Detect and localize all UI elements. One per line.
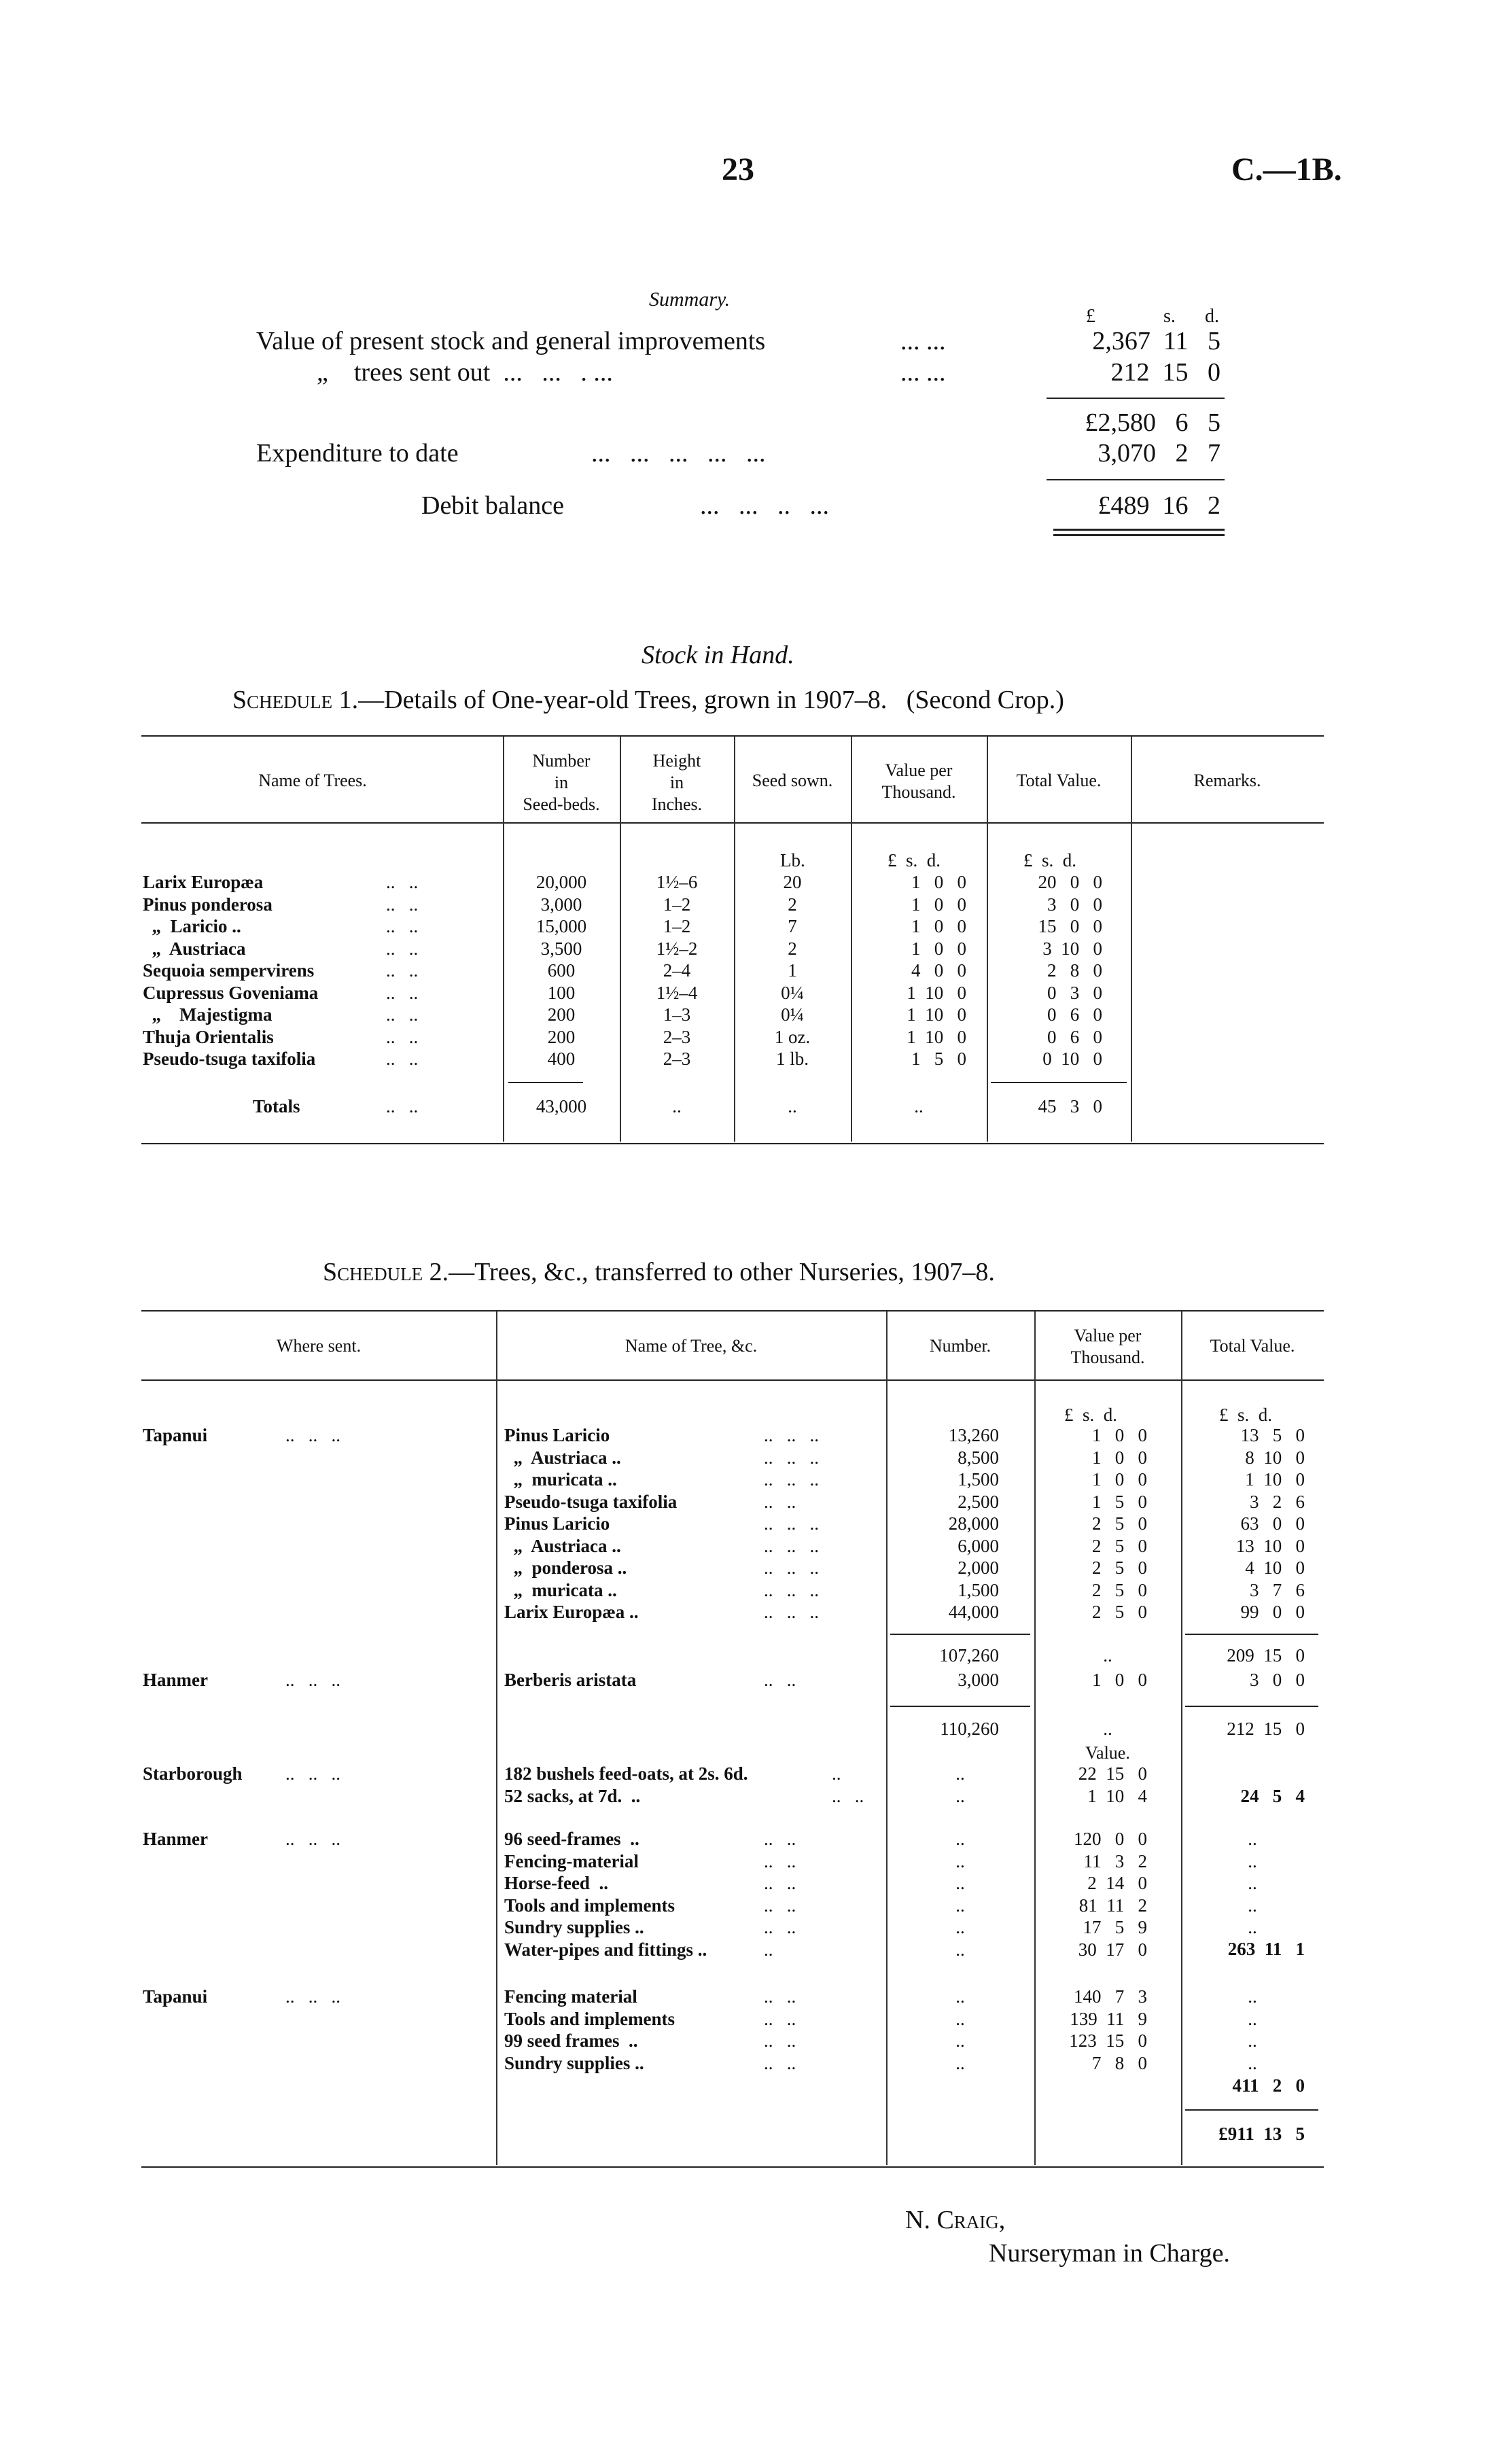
summary-row-label: Expenditure to date <box>256 439 459 468</box>
where-dots: .. .. .. <box>285 1986 340 2007</box>
berberis-value-per: 1 0 0 <box>1092 1670 1147 1690</box>
summary-row-dots: ... ... ... ... ... <box>591 439 766 468</box>
summary-row-amount: 2,367 11 5 <box>1092 327 1220 355</box>
column-divider <box>496 1312 497 2165</box>
summary-row-label: „ trees sent out ... ... . ... <box>317 358 613 387</box>
totals-label: Totals <box>253 1096 300 1116</box>
summary-unit-shillings: s. <box>1163 306 1176 327</box>
subtotal-rule <box>890 1634 1030 1635</box>
where-hanmer: Hanmer <box>143 1829 208 1849</box>
header-remarks: Remarks. <box>1193 771 1261 790</box>
schedule2-label: Schedule 2. <box>323 1258 449 1286</box>
subtotal2-total: 212 15 0 <box>1227 1719 1305 1739</box>
berberis-total: 3 0 0 <box>1250 1670 1305 1690</box>
hanmer-total: 263 11 1 <box>1227 1939 1305 1959</box>
hanmer-total-dots: .. .. .. .. .. <box>1248 1829 1257 1937</box>
height-column: 1½–6 1–2 1–2 1½–2 2–4 1½–4 1–3 2–3 2–3 <box>656 872 698 1069</box>
stock-title: Stock in Hand. <box>642 641 794 669</box>
subtotal-rule <box>890 1706 1030 1707</box>
table-rule <box>141 2166 1324 2168</box>
subtotal1-value-per: .. <box>1103 1645 1112 1666</box>
summary-title: Summary. <box>649 288 731 311</box>
report-code: C.—1B. <box>1231 152 1342 188</box>
table-rule <box>141 1379 1324 1381</box>
signature-role: Nurseryman in Charge. <box>989 2239 1230 2268</box>
tree-names-column: Larix Europæa Pinus ponderosa „ Laricio .. „ Austriaca Sequoia sempervirens Cupressus Goveniama „ Majestigma Thuja Orientalis Pseudo-tsuga taxifolia <box>143 872 319 1069</box>
subtotal-rule <box>1185 1706 1318 1707</box>
totals-value-per: .. <box>914 1096 924 1116</box>
schedule2-caption <box>323 1257 995 1287</box>
unit-seed-lb: Lb. <box>780 850 805 870</box>
header-name-of-trees: Name of Trees. <box>258 771 367 790</box>
tapanui-total: 411 2 0 <box>1232 2075 1305 2096</box>
starborough-dots: .. .. .. <box>832 1763 864 1806</box>
unit-total: £ s. d. <box>1023 850 1077 870</box>
header-where-sent: Where sent. <box>276 1336 362 1356</box>
unit-value-per: £ s. d. <box>888 850 941 870</box>
table-rule <box>141 1143 1324 1144</box>
tree-dots-column: .. .. .. .. .. .. .. .. .. .. .. .. .. .. .. .. .. .. <box>386 872 419 1069</box>
tapanui-total-dots: .. .. .. .. <box>1248 1986 1257 2073</box>
where-tapanui: Tapanui <box>143 1425 208 1445</box>
block1-dots: .. .. .. .. .. .. .. .. .. .. .. .. .. .. .. .. .. .. .. .. .. .. .. .. .. .. <box>764 1425 819 1622</box>
tapanui-dots: .. .. .. .. .. .. .. .. <box>764 1986 796 2073</box>
schedule1-label: Schedule 1. <box>232 686 359 714</box>
where-dots: .. .. .. <box>285 1670 340 1690</box>
header-total-value: Total Value. <box>1016 771 1102 790</box>
starborough-total: 24 5 4 <box>1240 1786 1305 1806</box>
subtotal1-number: 107,260 <box>939 1645 999 1666</box>
berberis-number: 3,000 <box>958 1670 999 1690</box>
hanmer-dots: .. .. .. .. .. .. .. .. .. .. .. <box>764 1829 796 1960</box>
schedule2-caption-text: —Trees, &c., transferred to other Nurseries, 1907–8. <box>449 1258 995 1286</box>
tapanui-items: Fencing material Tools and implements 99 seed frames .. Sundry supplies .. <box>504 1986 675 2073</box>
where-tapanui: Tapanui <box>143 1986 208 2007</box>
subtotal2-value-per: .. <box>1103 1719 1112 1739</box>
page-number: 23 <box>722 152 754 188</box>
totals-rule <box>991 1082 1127 1083</box>
header-value-per-thousand: Value per Thousand. <box>1070 1326 1145 1367</box>
summary-unit-pence: d. <box>1205 306 1219 327</box>
summary-row-amount: 212 15 0 <box>1110 358 1220 387</box>
tapanui-values: 140 7 3 139 11 9 123 15 0 7 8 0 <box>1069 1986 1147 2073</box>
summary-double-rule <box>1053 534 1225 536</box>
hanmer-values: 120 0 0 11 3 2 2 14 0 81 11 2 17 5 9 30 17 0 <box>1074 1829 1147 1960</box>
header-number: Number. <box>929 1336 991 1356</box>
schedule1-caption <box>232 685 1064 715</box>
block1-totals: 13 5 0 8 10 0 1 10 0 3 2 6 63 0 0 13 10 0 4 10 0 3 7 6 99 0 0 <box>1235 1425 1305 1622</box>
header-number-in-seed-beds: Number in Seed-beds. <box>523 751 600 814</box>
table-rule <box>141 735 1324 737</box>
summary-subtotal: £2,580 6 5 <box>1085 408 1220 437</box>
hanmer-items: 96 seed-frames .. Fencing-material Horse-feed .. Tools and implements Sundry supplies .. Water-pipes and fittings .. <box>504 1829 707 1960</box>
totals-number: 43,000 <box>535 1096 587 1116</box>
subtotal1-total: 209 15 0 <box>1227 1645 1305 1666</box>
summary-rule <box>1047 398 1225 399</box>
table-rule <box>141 1310 1324 1312</box>
summary-row-label: Debit balance <box>421 491 564 520</box>
summary-unit-pounds: £ <box>1086 306 1095 327</box>
totals-dots: .. .. <box>386 1096 419 1116</box>
block1-numbers: 13,260 8,500 1,500 2,500 28,000 6,000 2,000 1,500 44,000 <box>948 1425 999 1622</box>
grand-total-rule <box>1185 2109 1318 2111</box>
seed-bed-number-column: 20,000 3,000 15,000 3,500 600 100 200 200 400 <box>535 872 587 1069</box>
signature-name: N. Craig, <box>905 2206 1006 2234</box>
header-total-value: Total Value. <box>1210 1336 1295 1356</box>
summary-row-dots: ... ... <box>900 327 946 355</box>
summary-rule <box>1047 479 1225 480</box>
where-hanmer: Hanmer <box>143 1670 208 1690</box>
starborough-items: 182 bushels feed-oats, at 2s. 6d. 52 sacks, at 7d. .. <box>504 1763 748 1806</box>
table-rule <box>141 822 1324 824</box>
tapanui-numbers: .. .. .. .. <box>955 1986 965 2073</box>
where-starborough: Starborough <box>143 1763 243 1784</box>
starborough-value-label: Value. <box>1085 1743 1130 1763</box>
block1-names: Pinus Laricio „ Austriaca .. „ muricata .. Pseudo-tsuga taxifolia Pinus Laricio „ Austriaca .. „ ponderosa .. „ muricata .. Larix Europæa .. <box>504 1425 678 1622</box>
where-dots: .. .. .. <box>285 1829 340 1849</box>
hanmer-numbers: .. .. .. .. .. .. <box>955 1829 965 1960</box>
totals-height: .. <box>672 1096 682 1116</box>
berberis-dots: .. .. <box>764 1670 796 1690</box>
summary-row-amount: 3,070 2 7 <box>1097 439 1220 468</box>
totals-total-value: 45 3 0 <box>1038 1096 1102 1116</box>
header-seed-sown: Seed sown. <box>752 771 833 790</box>
grand-total: £911 13 5 <box>1218 2124 1305 2144</box>
total-value-column: 20 0 0 3 0 0 15 0 0 3 10 0 2 8 0 0 3 0 0 6 0 0 6 0 0 10 0 <box>1038 872 1102 1069</box>
summary-row-dots: ... ... .. ... <box>700 491 829 520</box>
summary-row-label: Value of present stock and general improvements <box>256 327 766 355</box>
unit-total: £ s. d. <box>1219 1405 1273 1425</box>
header-height-in-inches: Height in Inches. <box>651 751 703 814</box>
subtotal-rule <box>1185 1634 1318 1635</box>
seed-sown-column: 20 2 7 2 1 0¼ 0¼ 1 oz. 1 lb. <box>774 872 811 1069</box>
schedule1-caption-text: —Details of One-year-old Trees, grown in 1907–8. (Second Crop.) <box>358 686 1064 714</box>
starborough-values: 22 15 0 1 10 4 <box>1078 1763 1147 1806</box>
column-divider <box>1131 737 1132 1142</box>
summary-double-rule <box>1053 529 1225 531</box>
subtotal2-number: 110,260 <box>940 1719 999 1739</box>
totals-seed: .. <box>788 1096 797 1116</box>
value-per-thousand-column: 1 0 0 1 0 0 1 0 0 1 0 0 4 0 0 1 10 0 1 10 0 1 10 0 1 5 0 <box>907 872 966 1069</box>
totals-rule <box>508 1082 583 1083</box>
block1-values-per: 1 0 0 1 0 0 1 0 0 1 5 0 2 5 0 2 5 0 2 5 0 2 5 0 2 5 0 <box>1092 1425 1147 1622</box>
header-value-per-thousand: Value per Thousand. <box>881 760 956 802</box>
unit-value-per: £ s. d. <box>1064 1405 1118 1425</box>
header-name-of-tree: Name of Tree, &c. <box>625 1336 758 1356</box>
where-dots: .. .. .. <box>285 1763 340 1784</box>
summary-row-dots: ... ... <box>900 358 946 387</box>
summary-debit-balance: £489 16 2 <box>1097 491 1220 520</box>
berberis-name: Berberis aristata <box>504 1670 637 1690</box>
starborough-numbers: .. .. <box>955 1763 965 1806</box>
where-dots: .. .. .. <box>285 1425 340 1445</box>
